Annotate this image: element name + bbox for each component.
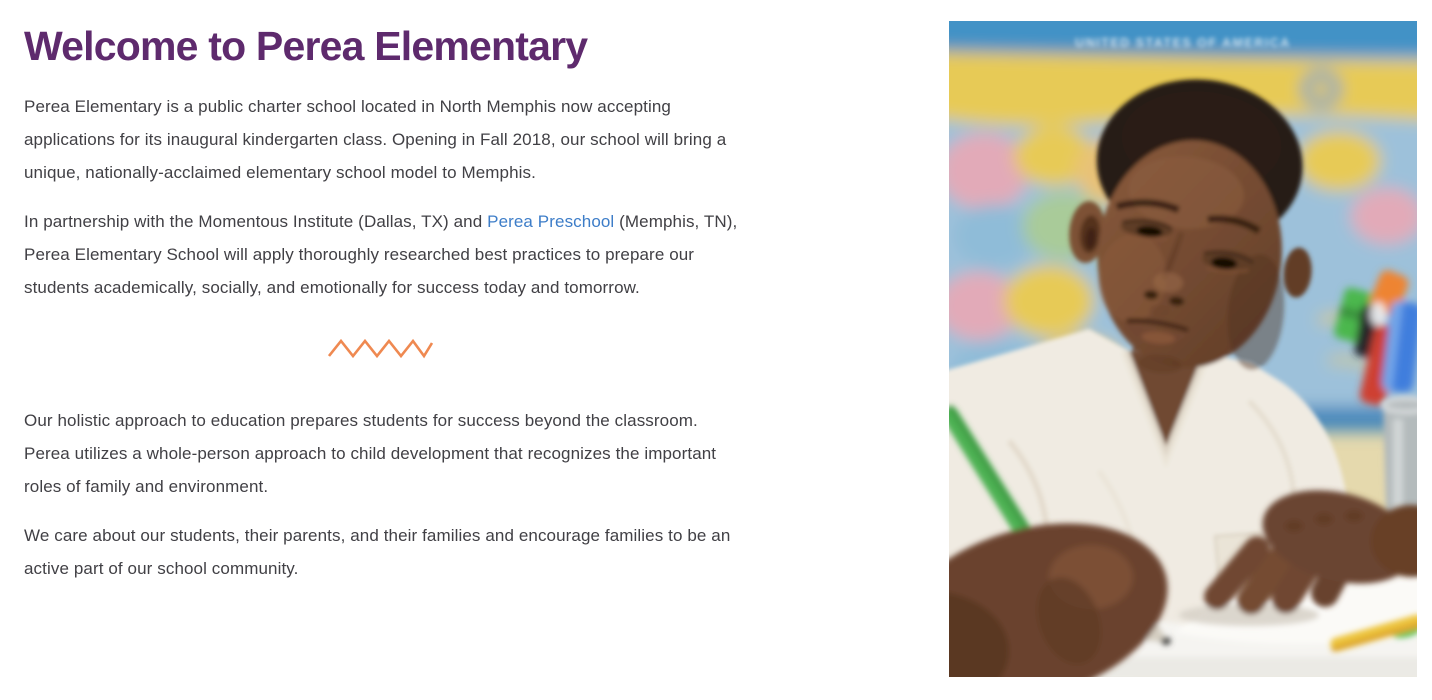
partnership-text-before: In partnership with the Momentous Institute (Dallas, TX) and xyxy=(24,212,488,231)
zigzag-icon xyxy=(328,337,434,361)
student-photo xyxy=(949,21,1417,677)
holistic-paragraph: Our holistic approach to education prepares students for success beyond the classroom. Perea utilizes a whole-person approach to child development that recognizes the important roles of family and environment. xyxy=(24,411,717,496)
map-title xyxy=(1009,21,1369,75)
main-content xyxy=(24,0,738,601)
partnership-paragraph xyxy=(24,205,738,304)
page-title: Welcome to Perea Elementary xyxy=(24,23,588,69)
map-title-text: UNITED STATES OF AMERICA xyxy=(1075,36,1291,50)
zigzag-divider xyxy=(24,337,738,361)
perea-preschool-link[interactable]: Perea Preschool xyxy=(487,212,615,231)
community-paragraph: We care about our students, their parents, and their families and encourage families to be an active part of our school community. xyxy=(24,526,731,578)
intro-text: Perea Elementary is a public charter school located in North Memphis now accepting applications for its inaugural kindergarten class. Opening in Fall 2018, our school will bring a unique, nationally-acclaimed elementary school model to Memphis. xyxy=(24,97,727,182)
partnership-text-after: (Memphis, TN), Perea Elementary School will apply thoroughly researched best practices to prepare our students academically, socially, and emotionally for success today and tomorrow. xyxy=(24,212,738,297)
intro-paragraph xyxy=(24,90,738,189)
student-photo-illustration xyxy=(949,21,1417,677)
